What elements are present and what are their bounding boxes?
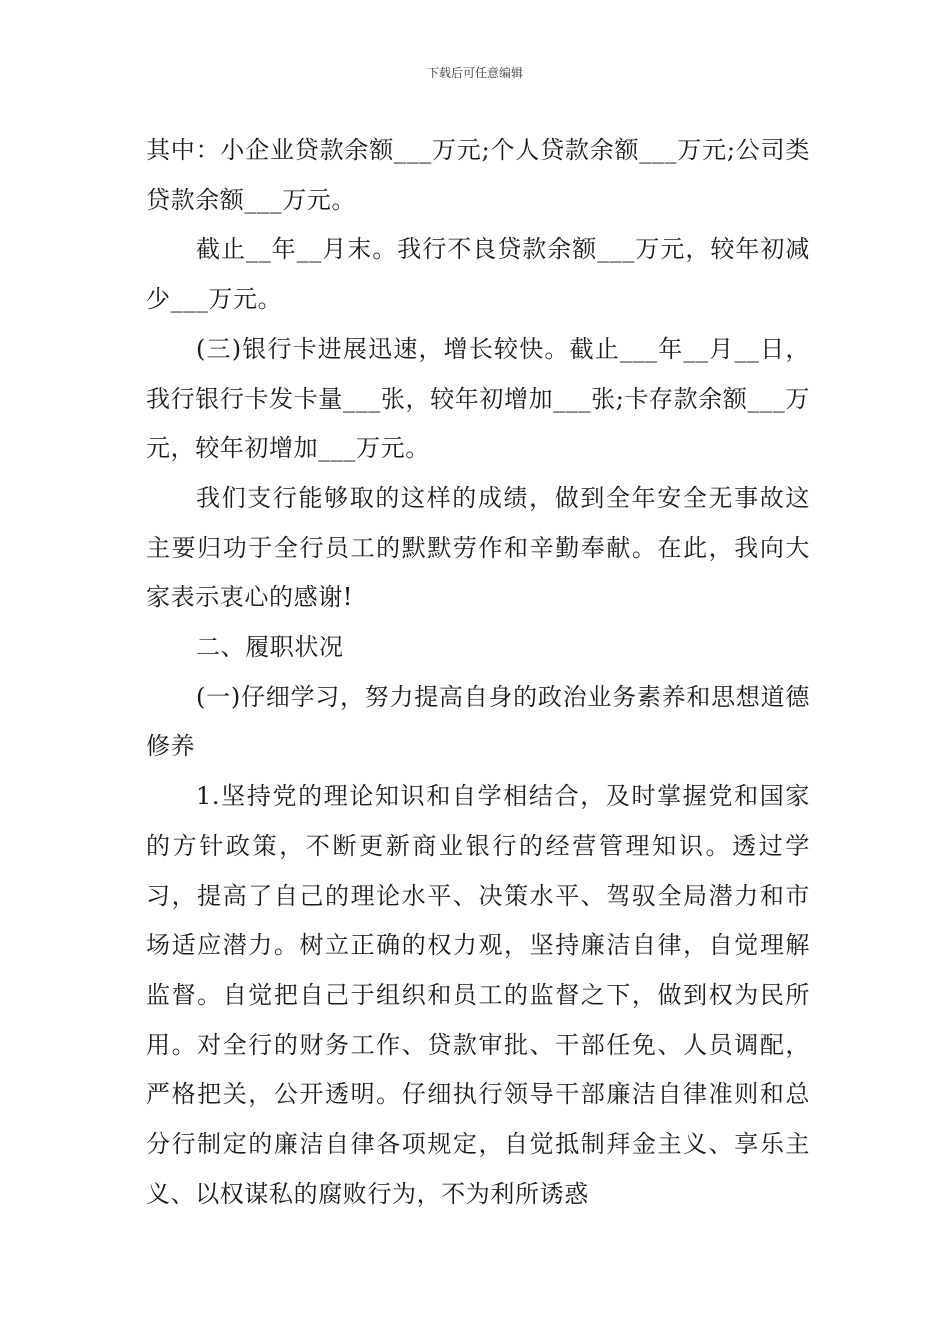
document-body — [146, 126, 810, 1219]
paragraph-item-1: 1.坚持党的理论知识和自学相结合，及时掌握党和国家的方针政策，不断更新商业银行的经营管理知识。透过学习，提高了自己的理论水平、决策水平、驾驭全局潜力和市场适应潜力。树立正确的权力观，坚持廉洁自律，自觉理解监督。自觉把自己于组织和员工的监督之下，做到权为民所用。对全行的财务工作、贷款审批、干部任免、人员调配，严格把关，公开透明。仔细执行领导干部廉洁自律准则和总分行制定的廉洁自律各项规定，自觉抵制拜金主义、享乐主义、以权谋私的腐败行为，不为利所诱惑 — [146, 782, 810, 1208]
subsection-heading-study: (一)仔细学习，努力提高自身的政治业务素养和思想道德修养 — [146, 682, 810, 761]
section-heading-duties: 二、履职状况 — [196, 633, 344, 662]
page-header-note: 下载后可任意编辑 — [426, 66, 523, 80]
paragraph-bad-loans: 截止__年__月末。我行不良贷款余额___万元，较年初减少___万元。 — [146, 235, 810, 314]
paragraph-loan-breakdown: 其中：小企业贷款余额___万元;个人贷款余额___万元;公司类贷款余额___万元。 — [146, 136, 810, 214]
paragraph-thanks: 我们支行能够取的这样的成绩，做到全年安全无事故这主要归功于全行员工的默默劳作和辛勤奉献。在此，我向大家表示衷心的感谢! — [146, 483, 810, 612]
paragraph-bank-cards: (三)银行卡进展迅速，增长较快。截止___年__月__日，我行银行卡发卡量___张，较年初增加___张;卡存款余额___万元，较年初增加___万元。 — [146, 334, 810, 463]
